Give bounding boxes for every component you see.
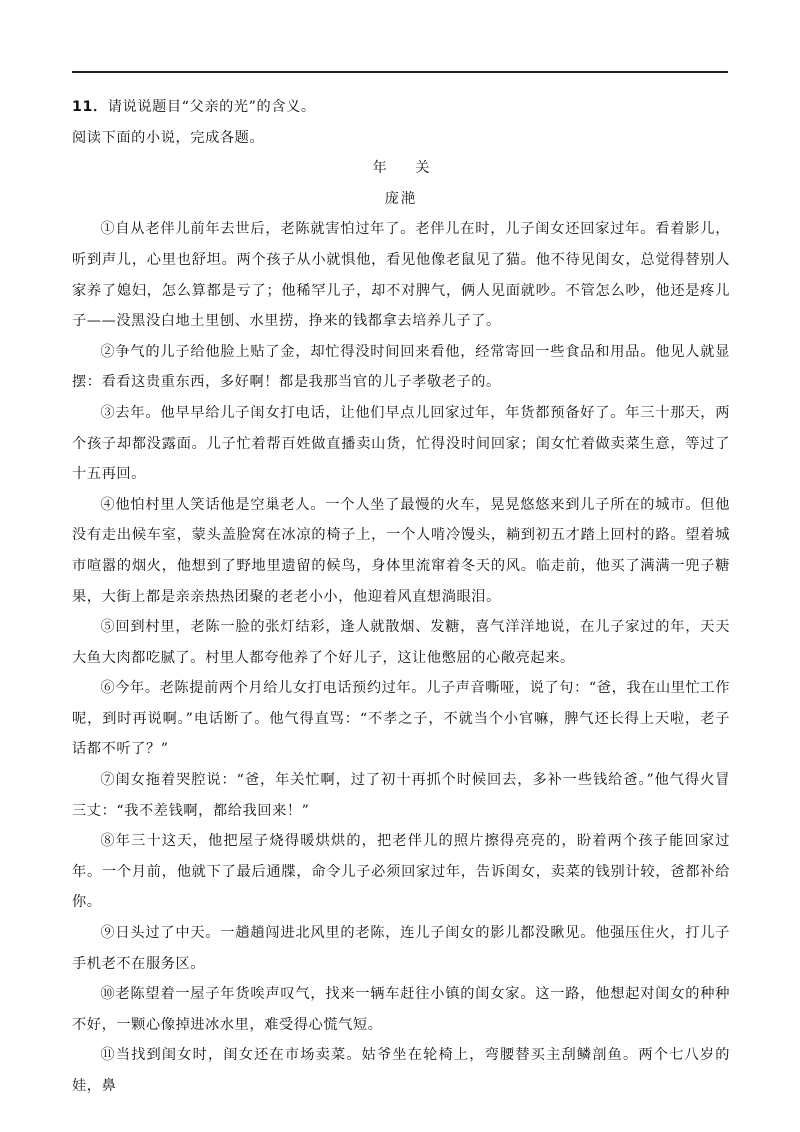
document-body bbox=[72, 92, 730, 1102]
story-paragraph-4: ④他怕村里人笑话他是空巢老人。一个人坐了最慢的火车，晃晃悠悠来到儿子所在的城市。但他没有走出候车室，蒙头盖脸窝在冰凉的椅子上，一个人啃冷馒头，耥到初五才踏上回村的路。望着城市喧嚣的烟火，他想到了野地里遗留的候鸟，身体里流窜着冬天的风。临走前，他买了满满一兜子糖果，大街上都是亲亲热热团聚的老老小小，他迎着风直想淌眼泪。 bbox=[72, 496, 730, 605]
story-paragraph-8: ⑧年三十这天，他把屋子烧得暖烘烘的，把老伴儿的照片擦得亮亮的，盼着两个孩子能回家过年。一个月前，他就下了最后通牒，命令儿子必须回家过年，告诉闺女，卖菜的钱别计较，爸都补给你。 bbox=[72, 833, 730, 911]
story-paragraph-10: ⑩老陈望着一屋子年货唉声叹气，找来一辆车赶往小镇的闺女家。这一路，他想起对闺女的种种不好，一颗心像掉进冰水里，难受得心慌气短。 bbox=[72, 986, 730, 1033]
top-divider bbox=[72, 71, 728, 73]
story-paragraph-3: ③去年。他早早给儿子闺女打电话，让他们早点儿回家过年，年货都预备好了。年三十那天，两个孩子却都没露面。儿子忙着帮百姓做直播卖山货，忙得没时间回家；闺女忙着做卖菜生意，等过了十五再回。 bbox=[72, 404, 730, 483]
reading-instruction: 阅读下面的小说，完成各题。 bbox=[72, 129, 265, 146]
question-text: 请说说题目“父亲的光”的含义。 bbox=[107, 99, 316, 115]
question-11 bbox=[72, 92, 730, 123]
story-paragraph-6: ⑥今年。老陈提前两个月给儿女打电话预约过年。儿子声音嘶哑，说了句：“爸，我在山里忙工作呢，到时再说啊。”电话断了。他气得直骂：“不孝之子，不就当个小官嘛，脾气还长得上天啦，老子话都不听了？” bbox=[72, 680, 730, 758]
question-number: 11． bbox=[72, 99, 108, 115]
story-paragraph-9: ⑨日头过了中天。一趟趟闯进北风里的老陈，连儿子闺女的影儿都没瞅见。他强压住火，打儿子手机老不在服务区。 bbox=[72, 925, 730, 972]
story-paragraph-7: ⑦闺女拖着哭腔说：“爸，年关忙啊，过了初十再抓个时候回去，多补一些钱给爸。”他气得火冒三丈：“我不差钱啊，都给我回来！” bbox=[72, 772, 730, 819]
story-paragraph-5: ⑤回到村里，老陈一脸的张灯结彩，逢人就散烟、发糖，喜气洋洋地说，在儿子家过的年，天天大鱼大肉都吃腻了。村里人都夸他养了个好儿子，这让他憋屈的心敞亮起来。 bbox=[72, 619, 730, 666]
story-paragraph-11: ⑪当找到闺女时，闺女还在市场卖菜。姑爷坐在轮椅上，弯腰替买主刮鳞剖鱼。两个七八岁的娃，鼻 bbox=[72, 1047, 730, 1094]
story-title: 年 关 bbox=[372, 160, 442, 177]
story-author: 庞滟 bbox=[384, 190, 418, 207]
story-paragraph-1: ①自从老伴儿前年去世后，老陈就害怕过年了。老伴儿在时，儿子闺女还回家过年。看着影儿，听到声儿，心里也舒坦。两个孩子从小就惧他，看见他像老鼠见了猫。他不待见闺女，总觉得替别人家养了媳妇，怎么算都是亏了；他稀罕儿子，却不对脾气，俩人见面就吵。不管怎么吵，他还是疼儿子——没黑没白地土里刨、水里捞，挣来的钱都拿去培养儿子了。 bbox=[72, 221, 730, 330]
story-paragraph-2: ②争气的儿子给他脸上贴了金，却忙得没时间回来看他，经常寄回一些食品和用品。他见人就显摆：看看这贵重东西，多好啊！都是我那当官的儿子孝敬老子的。 bbox=[72, 343, 730, 391]
